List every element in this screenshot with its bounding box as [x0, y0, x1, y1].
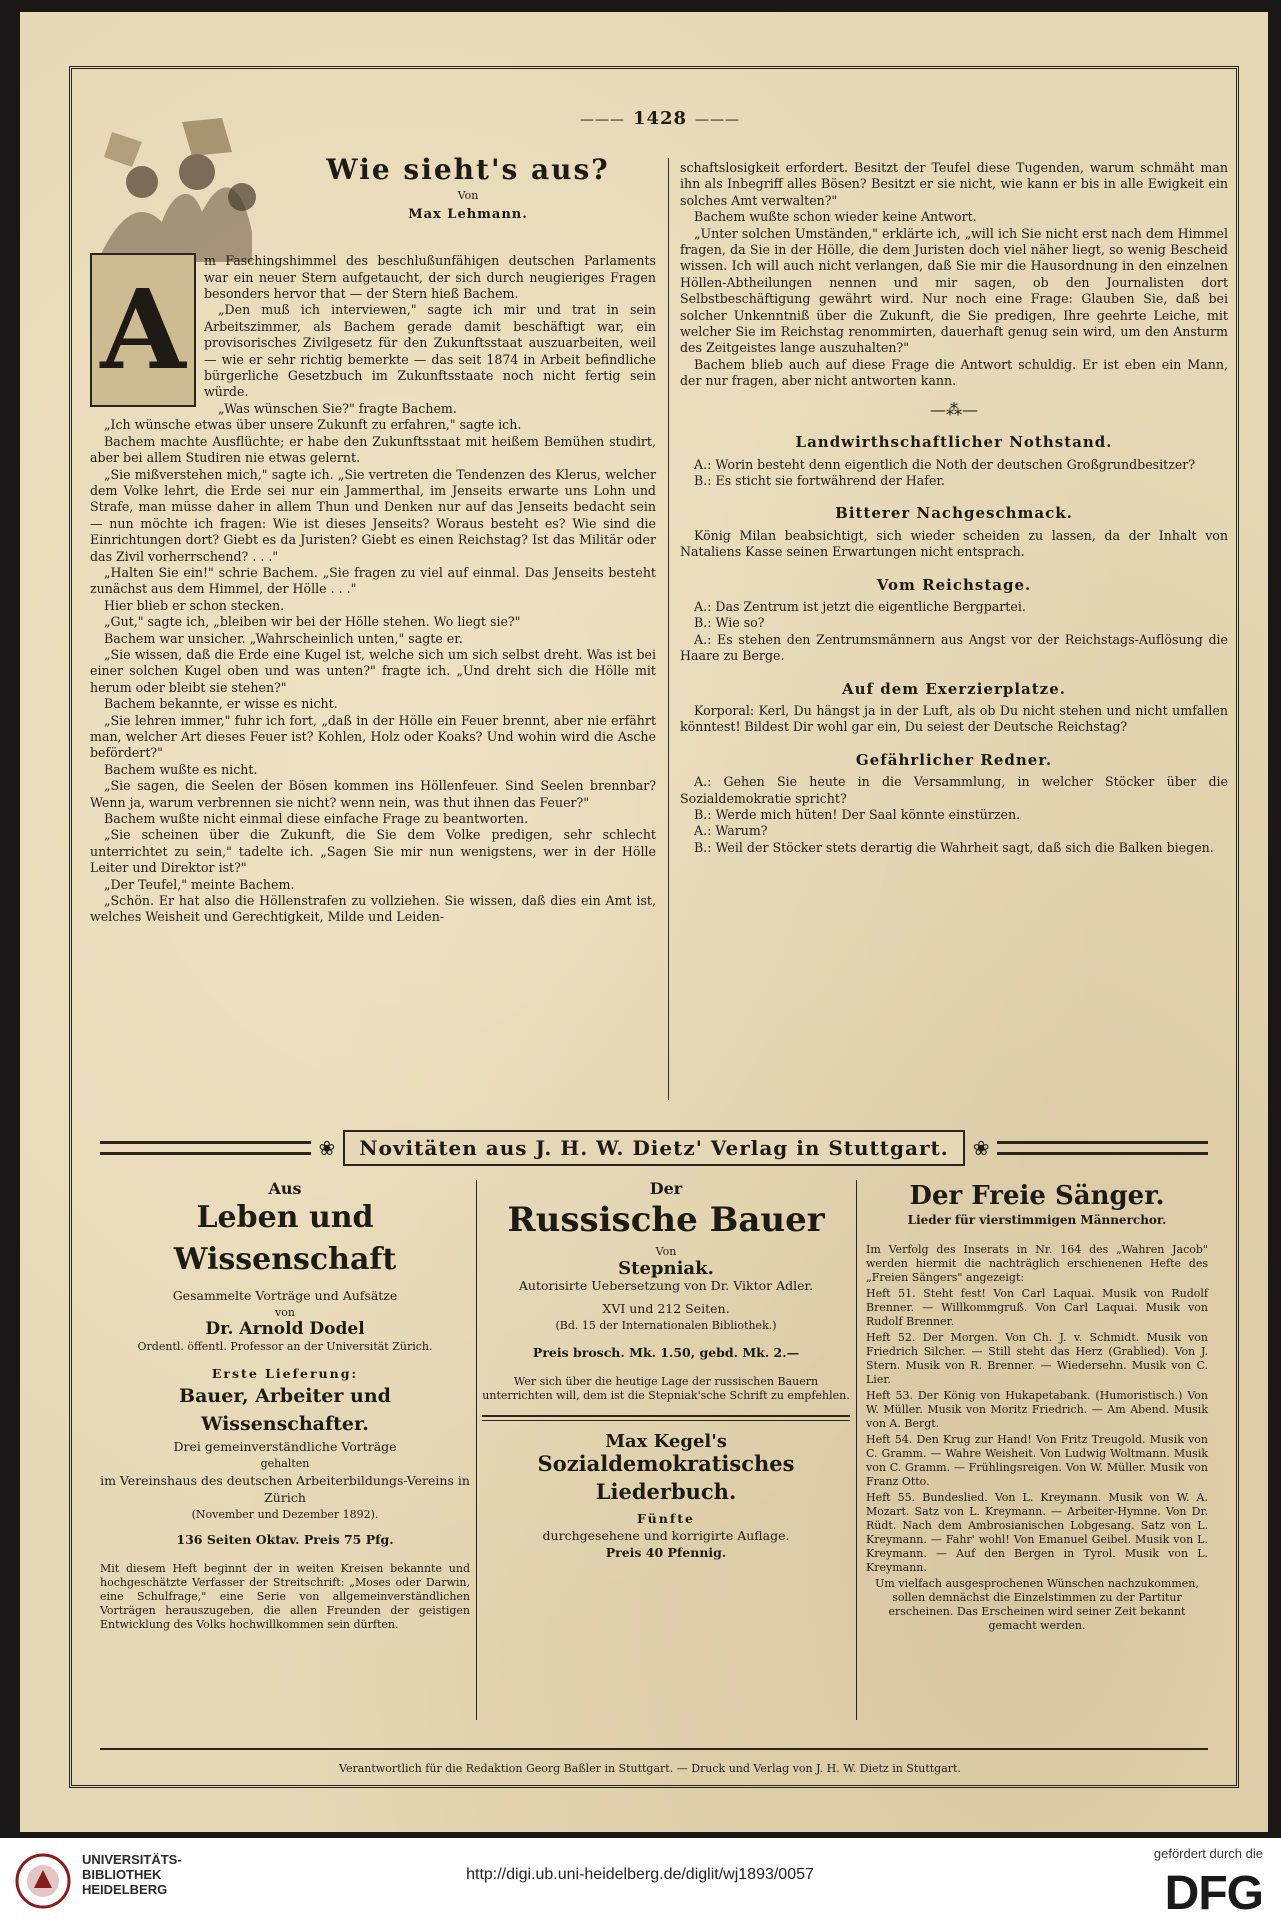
ad1-desc3: im Vereinshaus des deutschen Arbeiterbildungs-Vereins in Zürich	[100, 1473, 470, 1505]
item-line: A.: Es stehen den Zentrumsmännern aus Angst vor der Reichstags-Auflösung die Haare zu Berge.	[680, 631, 1228, 664]
item-line: A.: Das Zentrum ist jetzt die eigentliche Bergpartei.	[694, 598, 1026, 614]
article-paragraph: „Gut," sagte ich, „bleiben wir bei der Hölle stehen. Wo liegt sie?"	[104, 614, 521, 630]
column-divider	[668, 158, 669, 1100]
article-paragraph: „Ich wünsche etwas über unsere Zukunft zu erfahren," sagte ich.	[104, 417, 522, 433]
item-line: Korporal: Kerl, Du hängst ja in der Luft, als ob Du nicht stehen und nicht umfallen könntest! Bildest Dir wohl gar ein, Du seiest der Deutsche Reichstag?	[680, 702, 1228, 735]
ornament: —⁂—	[930, 399, 978, 419]
ad1-price: 136 Seiten Oktav. Preis 75 Pfg.	[176, 1532, 394, 1547]
ad1-title2: Bauer, Arbeiter und Wissenschafter.	[179, 1385, 391, 1435]
ad1-position: Ordentl. öffentl. Professor an der Universität Zürich.	[137, 1340, 433, 1353]
institution-name	[82, 1852, 182, 1897]
ad3-intro: Im Verfolg des Inserats in Nr. 164 des „Wahren Jacob" werden hiermit die nachträglich erschienenen Hefte des „Freien Sängers" angezeigt:	[866, 1243, 1208, 1284]
article-paragraph: m Faschingshimmel des beschlußunfähigen deutschen Parlaments war ein neuer Stern aufgetaucht, der sich durch neugieriges Fragen besonders hervor that — der Stern hieß Bachem.	[204, 253, 656, 302]
ad2-translation: Autorisirte Uebersetzung von Dr. Viktor Adler.	[518, 1278, 814, 1293]
article-paragraph: „Sie sagen, die Seelen der Bösen kommen ins Höllenfeuer. Sind Seelen brennbar? Wenn ja, warum verbrennen sie nicht? wenn nein, was thut ihnen das Feuer?"	[90, 778, 656, 810]
dfg-logo: DFG	[1164, 1867, 1263, 1920]
article-continued: schaftslosigkeit erfordert. Besitzt der Teufel diese Tugenden, warum schmäht man ihn als Inbegriff alles Bösen? Besitzt er sie nicht, wie kann er bis in alle Ewigkeit ein solches Amt verwalten?"	[680, 160, 1228, 208]
item-title: Bitterer Nachgeschmack.	[835, 504, 1073, 523]
ad1-subtitle: Gesammelte Vorträge und Aufsätze	[172, 1288, 398, 1303]
article-by: Von	[457, 189, 479, 203]
ad2-title2: Max Kegel's	[605, 1431, 727, 1452]
article-paragraph: Hier blieb er schon stecken.	[104, 597, 285, 613]
ad1-aus: Aus	[268, 1179, 302, 1198]
item-line: B.: Es sticht sie fortwährend der Hafer.	[694, 472, 946, 488]
article-paragraph: „Sie scheinen über die Zukunft, die Sie dem Volke predigen, sehr schlecht unterrichtet zu sein," tadelte ich. „Sagen Sie mir nun wenigstens, wer in der Hölle Leiter und Direktor ist?"	[90, 827, 656, 876]
ad3-body	[866, 1243, 1208, 1633]
banner-rule-left	[100, 1141, 311, 1155]
ad1-desc1: Drei gemeinverständliche Vorträge	[173, 1439, 397, 1454]
article-paragraph: „Halten Sie ein!" schrie Bachem. „Sie fragen zu viel auf einmal. Das Jenseits besteht zunächst aus dem Himmel, der Hölle . . ."	[90, 564, 656, 597]
ad1-title: Leben und Wissenschaft	[173, 1200, 397, 1277]
bottom-rule	[100, 1748, 1208, 1750]
article-continued: Bachem wußte schon wieder keine Antwort.	[694, 209, 977, 225]
item-line: B.: Weil der Stöcker stets derartig die Wahrheit sagt, daß sich die Balken biegen.	[694, 839, 1214, 855]
item-line: König Milan beabsichtigt, sich wieder scheiden zu lassen, da der Inhalt von Nataliens Kasse seinen Erwartungen nicht entsprach.	[680, 527, 1228, 560]
ad3-item: Heft 55. Bundeslied. Von L. Kreymann. Musik von W. A. Mozart. Satz von L. Kreymann. — Arbeiter-Hymne. Von Dr. Rüdt. Nach dem Ambrosianischen Lobgesang. Satz von L. Kreymann. — Fahr' wohl! Von Emanuel Geibel. Musik von L. Kreymann. — Auf den Bergen in Tyrol. Musik von L. Kreymann.	[866, 1491, 1208, 1574]
item-line: A.: Warum?	[694, 823, 768, 839]
article-column-right	[680, 160, 1228, 856]
ad1-note: Mit diesem Heft beginnt der in weiten Kreisen bekannte und hochgeschätzte Verfasser der Streitschrift: „Moses oder Darwin, eine Schulfrage," eine Serie von allgemeinverständlichen Vorträgen herauszugeben, die allen Freunden der geistigen Entwicklung des Volks hochwillkommen sein dürften.	[100, 1562, 470, 1631]
ornament-icon: ❀	[972, 1136, 990, 1160]
university-seal-icon	[14, 1852, 72, 1910]
ad2-series: (Bd. 15 der Internationalen Bibliothek.)	[555, 1319, 777, 1332]
ad2-der: Der	[649, 1179, 683, 1198]
ad-russische-bauer	[482, 1180, 850, 1720]
item-title: Gefährlicher Redner.	[855, 750, 1053, 769]
institution-line: BIBLIOTHEK	[82, 1867, 162, 1882]
ad2-edition2: durchgesehene und korrigirte Auflage.	[542, 1528, 790, 1543]
article-title: Wie sieht's aus?	[326, 153, 610, 186]
drop-cap: A	[90, 253, 196, 407]
article-paragraph: Bachem machte Ausflüchte; er habe den Zukunftsstaat mit heißem Bemühen studirt, aber bei allem Studiren nie etwas gelernt.	[90, 433, 656, 466]
article-paragraph: Bachem bekannte, er wisse es nicht.	[104, 696, 338, 712]
page-number: ——— 1428 ———	[560, 108, 760, 129]
article-continued: „Unter solchen Umständen," erklärte ich, „will ich Sie nicht erst nach dem Himmel fragen, da Sie in der Hölle, die dem Juristen doch viel näher liegt, so wenig Bescheid wissen. Ich will auch nicht verlangen, daß Sie mir die Hausordnung in den einzelnen Höllen-Abtheilungen nennen und mir sagen, ob den Journalisten dort Selbstbeschäftigung gewährt wird. Nur noch eine Frage: Glauben Sie, daß bei solcher Unkenntniß über die Zukunft, die Sie predigen, Ihre geehrte Leiche, mit welcher Sie im Reichstag renommirten, dauerhaft genug sein wird, um den Ansturm des Zeitgeistes lange auszuhalten?"	[680, 225, 1228, 356]
ad1-lieferung: Erste Lieferung:	[211, 1366, 359, 1381]
article-paragraph: Bachem wußte nicht einmal diese einfache Frage zu beantworten.	[104, 811, 529, 827]
ad-freie-saenger	[866, 1180, 1208, 1720]
ad2-note: Wer sich über die heutige Lage der russischen Bauern unterrichten will, dem ist die Stepniak'sche Schrift zu empfehlen.	[482, 1375, 850, 1402]
item-line: B.: Wie so?	[694, 615, 765, 631]
ad2-title3: Sozialdemokratisches Liederbuch.	[537, 1451, 795, 1504]
novitaeten-banner	[100, 1126, 1208, 1170]
ad2-price: Preis brosch. Mk. 1.50, gebd. Mk. 2.—	[532, 1345, 800, 1360]
ad3-item: Heft 51. Steht fest! Von Carl Laquai. Musik von Rudolf Brenner. — Willkommgruß. Von Carl Laquai. Musik von Rudolf Brenner.	[866, 1287, 1208, 1328]
article-paragraph: „Was wünschen Sie?" fragte Bachem.	[218, 400, 457, 416]
ad3-title: Der Freie Sänger.	[909, 1181, 1165, 1211]
ad2-pages: XVI und 212 Seiten.	[602, 1301, 730, 1316]
ad2-separator	[482, 1415, 850, 1421]
ad-divider	[476, 1180, 477, 1720]
ad-leben-und-wissenschaft	[100, 1180, 470, 1720]
ad3-item: Heft 52. Der Morgen. Von Ch. J. v. Schmidt. Musik von Friedrich Silcher. — Still steht das Herz (Grablied). Von J. Stern. Musik von R. Brenner. — Wiedersehn. Musik von C. Lier.	[866, 1331, 1208, 1386]
banner-title: Novitäten aus J. H. W. Dietz' Verlag in Stuttgart.	[343, 1130, 964, 1166]
item-title: Vom Reichstage.	[876, 575, 1032, 594]
ad1-von: von	[275, 1306, 295, 1319]
item-title: Landwirthschaftlicher Nothstand.	[795, 433, 1113, 452]
article-continued: Bachem blieb auch auf diese Frage die Antwort schuldig. Er ist eben ein Mann, der nur fragen, aber nicht antworten kann.	[680, 356, 1228, 389]
ad1-date: (November und Dezember 1892).	[191, 1508, 379, 1521]
ad3-outro: Um vielfach ausgesprochenen Wünschen nachzukommen, sollen demnächst die Einzelstimmen zu der Partitur erscheinen. Das Erscheinen wird seiner Zeit bekannt gemacht werden.	[875, 1577, 1199, 1632]
ad3-item: Heft 54. Den Krug zur Hand! Von Fritz Treugold. Musik von C. Gramm. — Wahre Weisheit. Von Ludwig Woltmann. Musik von C. Gramm. — Frühlingsreigen. Von W. Müller. Musik von Franz Otto.	[866, 1433, 1208, 1488]
ad3-subtitle: Lieder für vierstimmigen Männerchor.	[907, 1213, 1167, 1227]
item-title: Auf dem Exerzierplatze.	[842, 679, 1066, 698]
ornament-icon: ❀	[318, 1136, 336, 1160]
article-paragraph: „Sie wissen, daß die Erde eine Kugel ist, welche sich um sich selbst dreht. Was ist bei einer solchen Kugel oben und was unten?" fragte ich. „Und dreht sich die Hölle mit herum oder bleibt sie stehen?"	[90, 646, 656, 695]
funded-by-label: gefördert durch die	[1153, 1846, 1263, 1861]
article-author: Max Lehmann.	[408, 206, 528, 222]
ad3-item: Heft 53. Der König von Hukapetabank. (Humoristisch.) Von W. Müller. Musik von Moritz Friedrich. — Am Abend. Musik von A. Bergt.	[866, 1389, 1208, 1430]
ad2-title: Russische Bauer	[507, 1200, 825, 1240]
article-paragraph: „Der Teufel," meinte Bachem.	[104, 876, 295, 892]
banner-rule-right	[997, 1141, 1208, 1155]
ad2-von: Von	[655, 1245, 677, 1258]
ad2-author: Stepniak.	[618, 1258, 714, 1279]
ad-divider	[856, 1180, 857, 1720]
viewer-footer	[0, 1838, 1281, 1930]
article-paragraph: Bachem wußte es nicht.	[104, 761, 258, 777]
ad2-price2: Preis 40 Pfennig.	[605, 1545, 727, 1560]
article-paragraph: „Sie lehren immer," fuhr ich fort, „daß in der Hölle ein Feuer brennt, aber nie erfährt man, welcher Art dieses Feuer ist? Kohlen, Holz oder Koaks? Und wohin wird die Asche befördert?"	[90, 712, 656, 761]
ad1-author: Dr. Arnold Dodel	[205, 1319, 365, 1339]
article-paragraph: Bachem war unsicher. „Wahrscheinlich unten," sagte er.	[104, 630, 463, 646]
item-line: A.: Gehen Sie heute in die Versammlung, in welcher Stöcker über die Sozialdemokratie spricht?	[680, 774, 1228, 806]
article-column-left	[90, 153, 656, 926]
institution-line: UNIVERSITÄTS-	[82, 1852, 182, 1867]
article-paragraph: „Schön. Er hat also die Höllenstrafen zu vollziehen. Sie wissen, daß dies ein Amt ist, welches Weisheit und Gerechtigkeit, Milde und Leiden-	[90, 893, 656, 925]
source-url-link[interactable]: http://digi.ub.uni-heidelberg.de/diglit/wj1893/0057	[466, 1866, 814, 1883]
ad2-edition1: Fünfte	[637, 1511, 695, 1526]
imprint: Verantwortlich für die Redaktion Georg Baßler in Stuttgart. — Druck und Verlag von J. H. W. Dietz in Stuttgart.	[339, 1762, 961, 1775]
item-line: A.: Worin besteht denn eigentlich die Noth der deutschen Großgrundbesitzer?	[694, 456, 1196, 472]
ad1-desc2: gehalten	[260, 1457, 310, 1470]
institution-line: HEIDELBERG	[82, 1882, 168, 1897]
article-paragraph: „Den muß ich interviewen," sagte ich mir und trat in sein Arbeitszimmer, als Bachem gerade damit beschäftigt war, ein provisorisches Zivilgesetz für den Zukunftsstaat auszuarbeiten, weil — wie er sehr richtig bemerkte — das seit 1874 in Arbeit befindliche bürgerliche Gesetzbuch im Zukunftsstaate noch nicht fertig sein würde.	[204, 302, 656, 400]
item-line: B.: Werde mich hüten! Der Saal könnte einstürzen.	[694, 807, 1021, 822]
article-paragraph: „Sie mißverstehen mich," sagte ich. „Sie vertreten die Tendenzen des Klerus, welcher dem Volke lehrt, die Erde sei nur ein Jammerthal, im Jenseits erwarte uns Lohn und Strafe, man müsse daher in allem Thun und Denken nur auf das Jenseits bedacht sein — nun möchte ich fragen: Wie ist dieses Jenseits? Woraus besteht es? Wie sind die Einrichtungen dort? Giebt es da Juristen? Giebt es einen Reichstag? Ist das Militär oder das Zivil vorherrschend? . . ."	[90, 466, 656, 564]
